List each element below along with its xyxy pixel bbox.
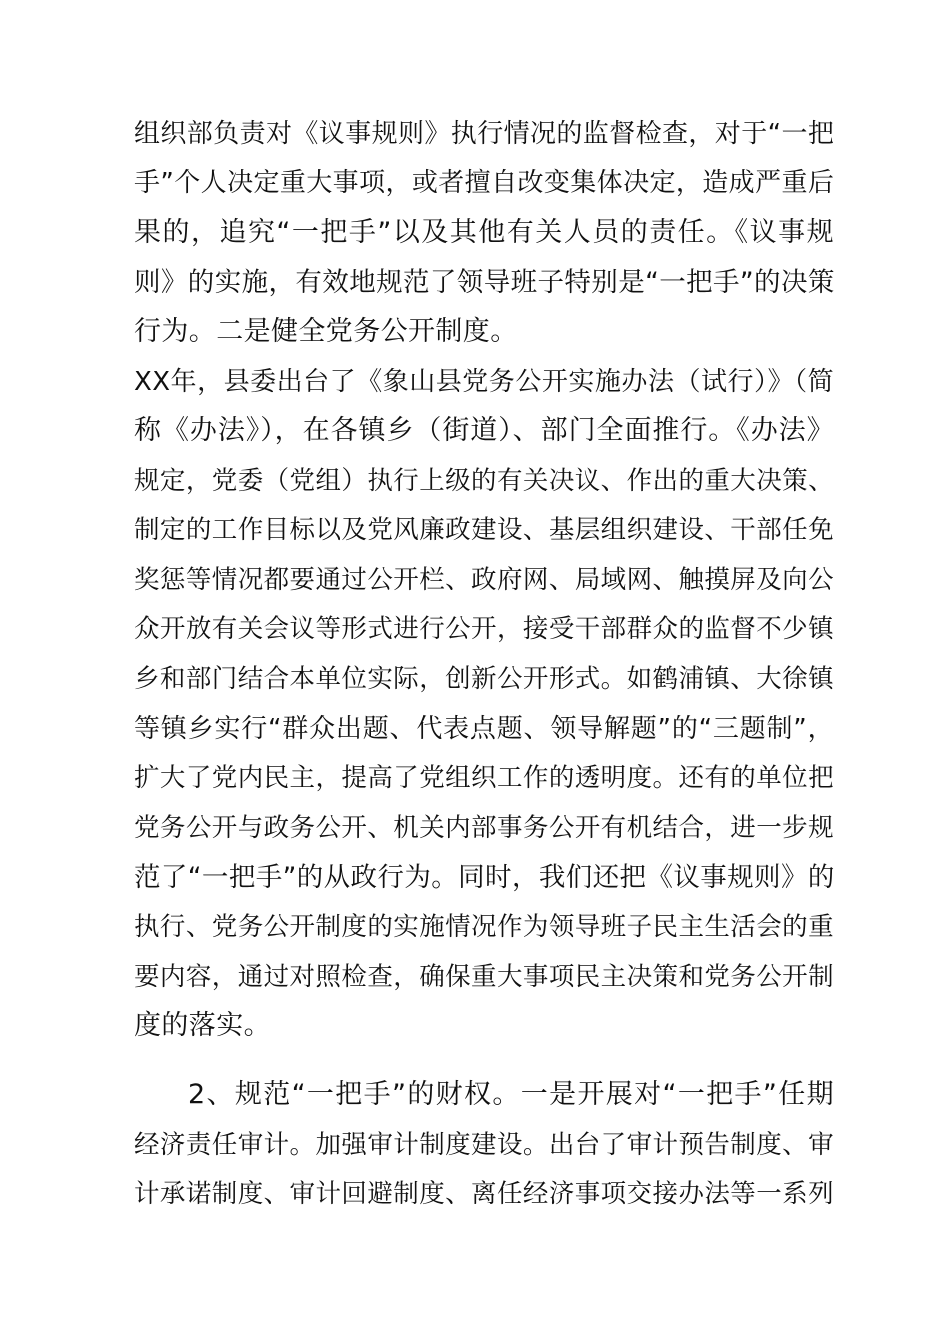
text-line: 行为。二是健全党务公开制度。 [134,316,518,347]
text-line: 扩大了党内民主，提高了党组织工作的透明度。还有的单位把 [134,763,834,793]
text-line: 手”个人决定重大事项，或者擅自改变集体决定，造成严重后 [134,168,835,198]
text-line: 经济责任审计。加强审计制度建设。出台了审计预告制度、审 [134,1130,834,1160]
text-line: 则》的实施，有效地规范了领导班子特别是“一把手”的决策 [134,267,835,298]
text-line: 众开放有关会议等形式进行公开，接受干部群众的监督不少镇 [134,614,834,644]
text-line: 奖惩等情况都要通过公开栏、政府网、局域网、触摸屏及向公 [134,565,834,595]
text-line: 计承诺制度、审计回避制度、离任经济事项交接办法等一系列 [134,1179,834,1209]
text-line: 组织部负责对《议事规则》执行情况的监督检查，对于“一把 [134,119,835,149]
text-line: 度的落实。 [134,1010,271,1041]
text-line: 2、规范“一把手”的财权。一是开展对“一把手”任期 [188,1079,834,1110]
text-line: 制定的工作目标以及党风廉政建设、基层组织建设、干部任免 [134,515,834,545]
text-line: 要内容，通过对照检查，确保重大事项民主决策和党务公开制 [134,962,834,992]
text-line: XX年，县委出台了《象山县党务公开实施办法（试行）》（简 [134,367,834,397]
text-line: 党务公开与政务公开、机关内部事务公开有机结合，进一步规 [134,813,834,843]
text-line: 乡和部门结合本单位实际，创新公开形式。如鹤浦镇、大徐镇 [134,664,834,694]
text-line: 果的，追究“一把手”以及其他有关人员的责任。《议事规 [134,217,834,248]
text-line: 称《办法》），在各镇乡（街道）、部门全面推行。《办法》 [134,415,834,446]
text-line: 等镇乡实行“群众出题、代表点题、领导解题”的“三题制”， [134,714,834,744]
text-line: 范了“一把手”的从政行为。同时，我们还把《议事规则》的 [134,862,835,893]
text-line: 规定，党委（党组）执行上级的有关决议、作出的重大决策、 [134,466,834,496]
text-line: 执行、党务公开制度的实施情况作为领导班子民主生活会的重 [134,912,834,942]
